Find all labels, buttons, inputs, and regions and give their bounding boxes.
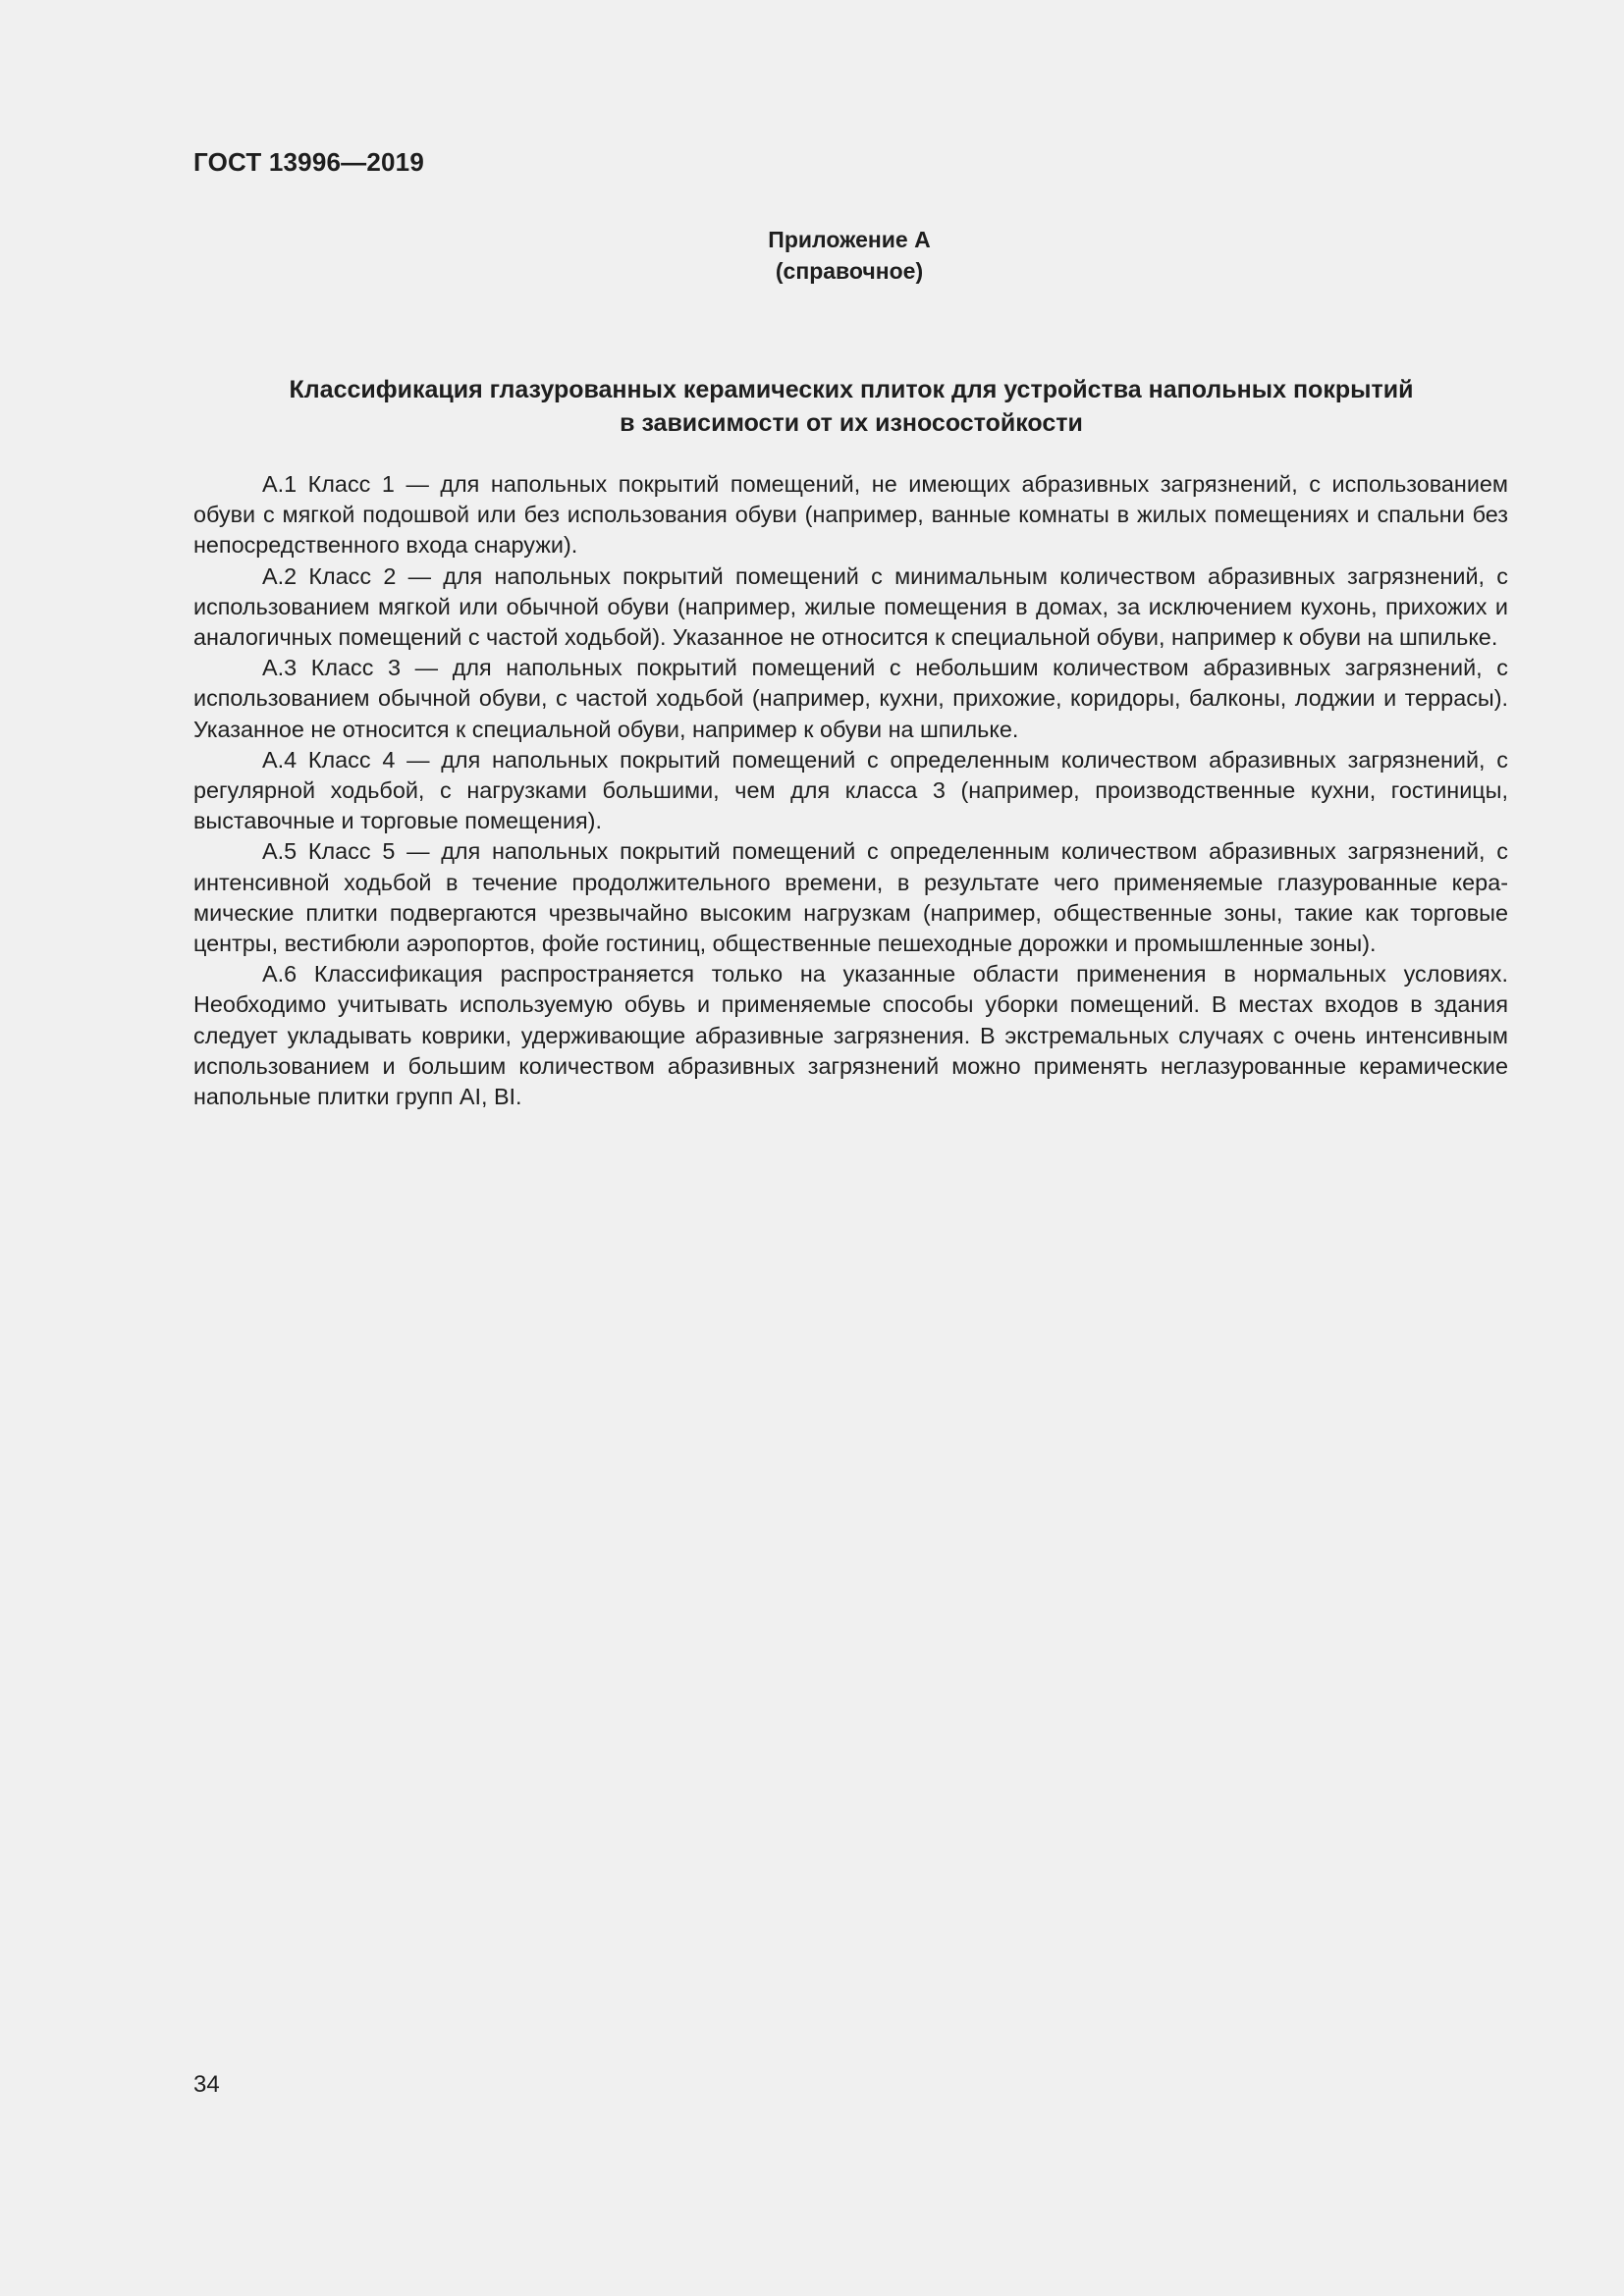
- paragraph-a4: А.4 Класс 4 — для напольных покрытий помещений с определенным количеством абразивных загрязнений, с регулярной ходьбой, с нагрузками большими, чем для класса 3 (например, производственные кухни, гостиницы, выставочные и торговые помещения).: [193, 746, 1508, 834]
- section-title-line-1: Классификация глазурованных керамических плиток для устройства напольных покрытий: [289, 376, 1414, 403]
- appendix-heading: [0, 224, 1624, 287]
- document-header: ГОСТ 13996—2019: [193, 147, 424, 177]
- paragraph-a1: А.1 Класс 1 — для напольных покрытий помещений, не имеющих абразивных загрязнений, с использованием обуви с мягкой подошвой или без использования обуви (например, ванные комнаты в жилых помещениях и спальни без непосредственного входа снаружи).: [193, 471, 1508, 559]
- appendix-label: Приложение А: [768, 227, 931, 252]
- paragraph-a6: А.6 Классификация распространяется только на указанные области применения в нормальных условиях. Необходимо учитывать используемую обувь и применяемые способы уборки помещений. В местах входов в здания следует укладывать коврики, удерживающие абразивные загрязнения. В экстремальных случаях с очень интенсивным использованием и большим количеством абразивных загрязнений можно применять неглазурованные керамические напольные плитки групп AI, BI.: [193, 961, 1508, 1110]
- paragraph-a3: А.3 Класс 3 — для напольных покрытий помещений с небольшим количеством абразивных загрязнений, с использованием обычной обуви, с частой ходьбой (например, кухни, прихожие, коридоры, балконы, лоджии и террасы). Указанное не относится к специальной обуви, например к обуви на шпильке.: [193, 655, 1508, 742]
- paragraph-a5: А.5 Класс 5 — для напольных покрытий помещений с определенным количеством абразивных загрязнений, с интенсивной ходьбой в течение продолжительного времени, в результате чего применяемые глазурованные керамические плитки подвергаются чрезвычайно высоким нагрузкам (например, общественные зоны, такие как торговые центры, вестибюли аэропортов, фойе гостиниц, общественные пешеходные дорожки и промышленные зоны).: [193, 838, 1508, 957]
- page-number: 34: [193, 2071, 220, 2098]
- paragraph-a2: А.2 Класс 2 — для напольных покрытий помещений с минимальным количеством абразивных загрязнений, с использованием мягкой или обычной обуви (например, жилые помещения в домах, за исключением кухонь, прихожих и аналогичных помещений с частой ходьбой). Указанное не относится к специальной обуви, например к обуви на шпильке.: [193, 562, 1508, 651]
- appendix-type: (справочное): [775, 258, 924, 284]
- body-text: [193, 469, 1508, 1112]
- section-title: [193, 373, 1509, 440]
- section-title-line-2: в зависимости от их износостойкости: [620, 409, 1083, 437]
